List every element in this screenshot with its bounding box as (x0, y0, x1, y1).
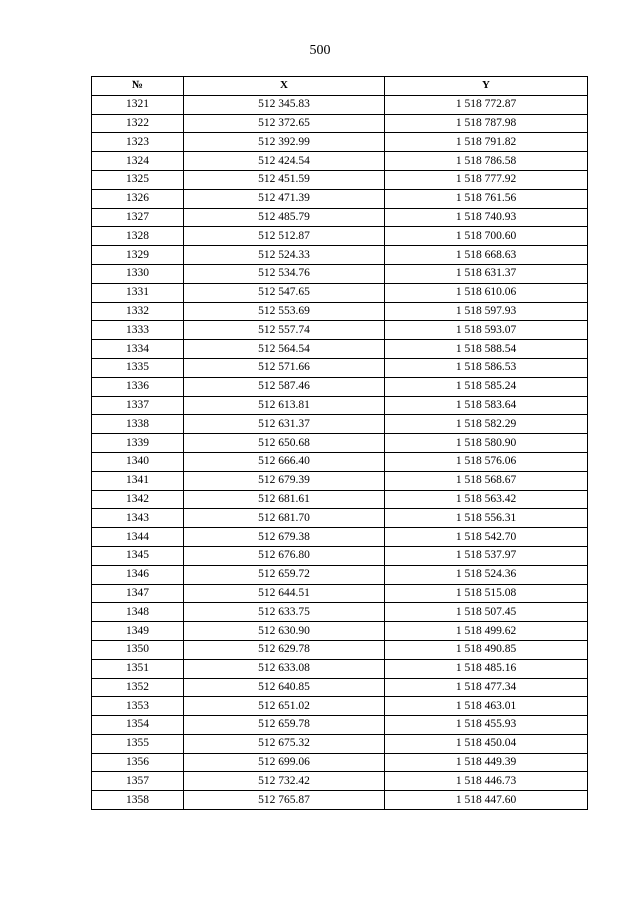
cell-number: 1332 (92, 302, 184, 321)
table-row (92, 584, 588, 603)
table-row (92, 264, 588, 283)
cell-y: 1 518 631.37 (385, 264, 588, 283)
cell-number: 1349 (92, 622, 184, 641)
cell-x: 512 587.46 (184, 377, 385, 396)
cell-number: 1334 (92, 340, 184, 359)
cell-number: 1338 (92, 415, 184, 434)
table-row (92, 791, 588, 810)
table-row (92, 189, 588, 208)
table-row (92, 716, 588, 735)
cell-number: 1352 (92, 678, 184, 697)
cell-x: 512 471.39 (184, 189, 385, 208)
cell-x: 512 679.38 (184, 528, 385, 547)
table-row (92, 321, 588, 340)
cell-y: 1 518 610.06 (385, 283, 588, 302)
cell-number: 1327 (92, 208, 184, 227)
cell-x: 512 699.06 (184, 753, 385, 772)
table-row (92, 434, 588, 453)
cell-number: 1322 (92, 114, 184, 133)
cell-y: 1 518 668.63 (385, 246, 588, 265)
cell-number: 1321 (92, 95, 184, 114)
cell-number: 1346 (92, 565, 184, 584)
cell-x: 512 659.72 (184, 565, 385, 584)
cell-number: 1357 (92, 772, 184, 791)
cell-number: 1337 (92, 396, 184, 415)
table-row (92, 772, 588, 791)
table-row (92, 152, 588, 171)
cell-x: 512 681.70 (184, 509, 385, 528)
cell-x: 512 732.42 (184, 772, 385, 791)
table-row (92, 227, 588, 246)
cell-x: 512 633.08 (184, 659, 385, 678)
cell-y: 1 518 556.31 (385, 509, 588, 528)
table-row (92, 640, 588, 659)
cell-x: 512 571.66 (184, 358, 385, 377)
cell-x: 512 512.87 (184, 227, 385, 246)
cell-x: 512 681.61 (184, 490, 385, 509)
table-row (92, 471, 588, 490)
cell-number: 1354 (92, 716, 184, 735)
cell-number: 1350 (92, 640, 184, 659)
cell-y: 1 518 449.39 (385, 753, 588, 772)
cell-number: 1341 (92, 471, 184, 490)
cell-x: 512 613.81 (184, 396, 385, 415)
cell-y: 1 518 777.92 (385, 170, 588, 189)
cell-y: 1 518 576.06 (385, 452, 588, 471)
cell-x: 512 629.78 (184, 640, 385, 659)
cell-x: 512 564.54 (184, 340, 385, 359)
cell-number: 1329 (92, 246, 184, 265)
cell-y: 1 518 761.56 (385, 189, 588, 208)
cell-number: 1324 (92, 152, 184, 171)
table-body (92, 95, 588, 809)
table-header (92, 77, 588, 96)
table-row (92, 753, 588, 772)
table-row (92, 302, 588, 321)
cell-y: 1 518 455.93 (385, 716, 588, 735)
table-row (92, 415, 588, 434)
cell-y: 1 518 524.36 (385, 565, 588, 584)
cell-y: 1 518 787.98 (385, 114, 588, 133)
cell-number: 1356 (92, 753, 184, 772)
cell-number: 1326 (92, 189, 184, 208)
cell-number: 1342 (92, 490, 184, 509)
cell-number: 1355 (92, 734, 184, 753)
cell-number: 1351 (92, 659, 184, 678)
cell-y: 1 518 515.08 (385, 584, 588, 603)
cell-x: 512 451.59 (184, 170, 385, 189)
cell-y: 1 518 499.62 (385, 622, 588, 641)
table-row (92, 603, 588, 622)
cell-y: 1 518 585.24 (385, 377, 588, 396)
cell-number: 1323 (92, 133, 184, 152)
table-row (92, 396, 588, 415)
cell-number: 1330 (92, 264, 184, 283)
cell-number: 1344 (92, 528, 184, 547)
cell-y: 1 518 450.04 (385, 734, 588, 753)
cell-y: 1 518 463.01 (385, 697, 588, 716)
cell-number: 1358 (92, 791, 184, 810)
cell-x: 512 679.39 (184, 471, 385, 490)
table-row (92, 546, 588, 565)
table-row (92, 565, 588, 584)
table-row (92, 114, 588, 133)
table-row (92, 734, 588, 753)
cell-x: 512 557.74 (184, 321, 385, 340)
cell-y: 1 518 485.16 (385, 659, 588, 678)
cell-y: 1 518 700.60 (385, 227, 588, 246)
cell-number: 1348 (92, 603, 184, 622)
cell-x: 512 534.76 (184, 264, 385, 283)
table-row (92, 678, 588, 697)
table-row (92, 622, 588, 641)
cell-y: 1 518 446.73 (385, 772, 588, 791)
coordinates-table (91, 76, 588, 810)
header-row (92, 77, 588, 96)
table-row (92, 358, 588, 377)
cell-y: 1 518 582.29 (385, 415, 588, 434)
table-row (92, 509, 588, 528)
cell-number: 1339 (92, 434, 184, 453)
table-row (92, 377, 588, 396)
cell-x: 512 675.32 (184, 734, 385, 753)
table-row (92, 95, 588, 114)
header-y: Y (385, 77, 588, 96)
cell-x: 512 547.65 (184, 283, 385, 302)
cell-y: 1 518 588.54 (385, 340, 588, 359)
cell-y: 1 518 580.90 (385, 434, 588, 453)
cell-x: 512 650.68 (184, 434, 385, 453)
cell-x: 512 666.40 (184, 452, 385, 471)
cell-x: 512 553.69 (184, 302, 385, 321)
cell-y: 1 518 791.82 (385, 133, 588, 152)
cell-x: 512 630.90 (184, 622, 385, 641)
cell-x: 512 765.87 (184, 791, 385, 810)
cell-y: 1 518 447.60 (385, 791, 588, 810)
cell-x: 512 392.99 (184, 133, 385, 152)
cell-x: 512 631.37 (184, 415, 385, 434)
cell-y: 1 518 477.34 (385, 678, 588, 697)
table-row (92, 528, 588, 547)
cell-x: 512 659.78 (184, 716, 385, 735)
cell-x: 512 424.54 (184, 152, 385, 171)
table-row (92, 283, 588, 302)
cell-number: 1333 (92, 321, 184, 340)
cell-y: 1 518 593.07 (385, 321, 588, 340)
cell-x: 512 640.85 (184, 678, 385, 697)
cell-y: 1 518 586.53 (385, 358, 588, 377)
cell-number: 1343 (92, 509, 184, 528)
table-row (92, 340, 588, 359)
header-x: X (184, 77, 385, 96)
cell-x: 512 524.33 (184, 246, 385, 265)
cell-number: 1335 (92, 358, 184, 377)
table-row (92, 490, 588, 509)
cell-number: 1347 (92, 584, 184, 603)
table-row (92, 452, 588, 471)
page-number: 500 (309, 43, 331, 58)
cell-x: 512 372.65 (184, 114, 385, 133)
cell-number: 1353 (92, 697, 184, 716)
cell-y: 1 518 542.70 (385, 528, 588, 547)
cell-y: 1 518 597.93 (385, 302, 588, 321)
cell-y: 1 518 772.87 (385, 95, 588, 114)
cell-number: 1340 (92, 452, 184, 471)
cell-x: 512 345.83 (184, 95, 385, 114)
cell-number: 1325 (92, 170, 184, 189)
cell-number: 1345 (92, 546, 184, 565)
table-row (92, 697, 588, 716)
cell-y: 1 518 507.45 (385, 603, 588, 622)
cell-number: 1336 (92, 377, 184, 396)
cell-x: 512 676.80 (184, 546, 385, 565)
cell-x: 512 633.75 (184, 603, 385, 622)
table-row (92, 246, 588, 265)
cell-y: 1 518 537.97 (385, 546, 588, 565)
table-row (92, 208, 588, 227)
cell-y: 1 518 490.85 (385, 640, 588, 659)
cell-y: 1 518 740.93 (385, 208, 588, 227)
cell-number: 1328 (92, 227, 184, 246)
cell-x: 512 644.51 (184, 584, 385, 603)
cell-y: 1 518 583.64 (385, 396, 588, 415)
table-row (92, 170, 588, 189)
table-row (92, 659, 588, 678)
table-row (92, 133, 588, 152)
cell-number: 1331 (92, 283, 184, 302)
cell-x: 512 485.79 (184, 208, 385, 227)
cell-y: 1 518 786.58 (385, 152, 588, 171)
cell-y: 1 518 563.42 (385, 490, 588, 509)
header-number: № (92, 77, 184, 96)
cell-x: 512 651.02 (184, 697, 385, 716)
cell-y: 1 518 568.67 (385, 471, 588, 490)
